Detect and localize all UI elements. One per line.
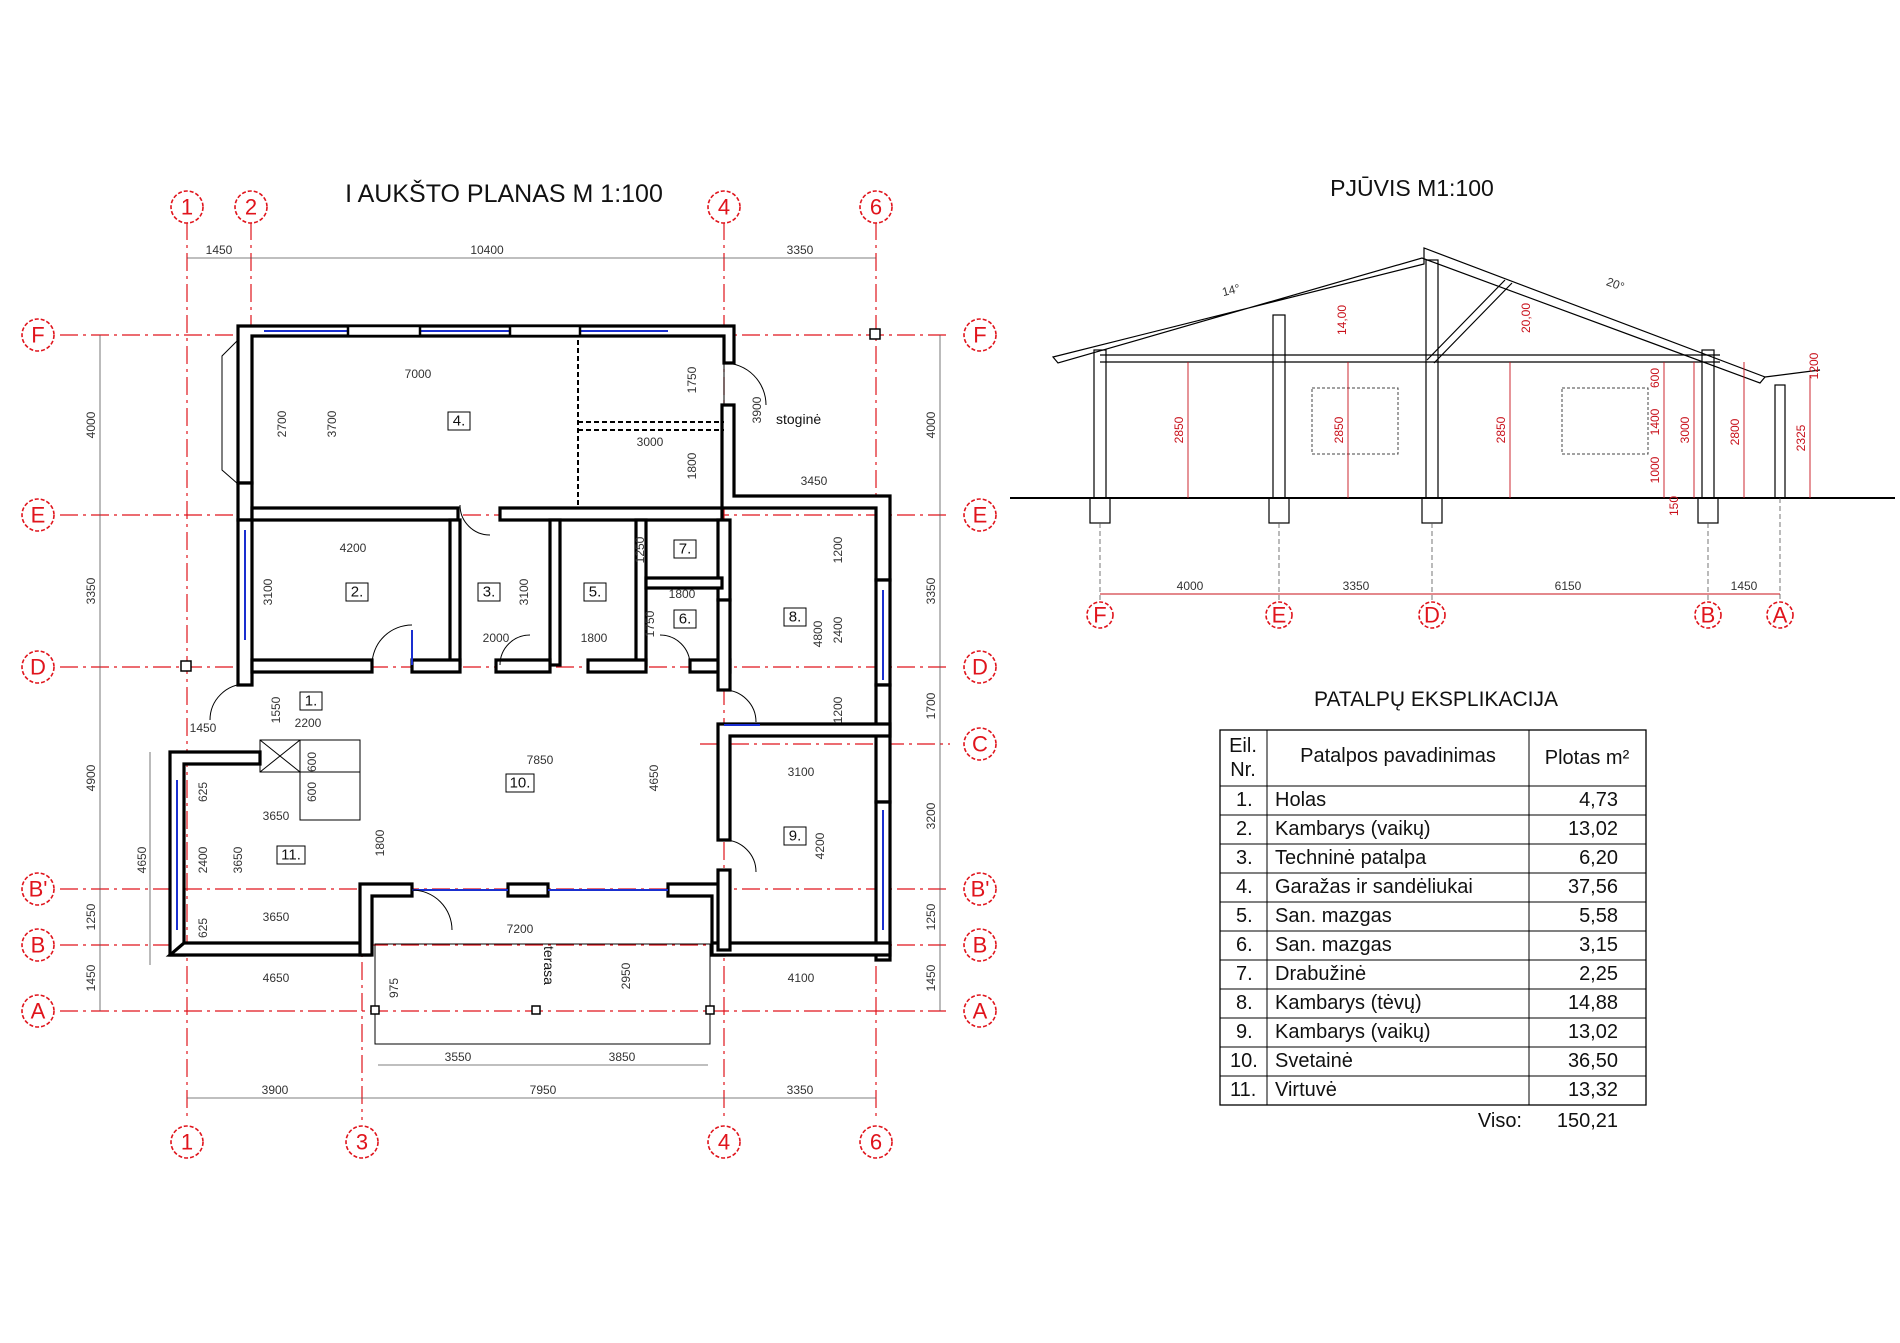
- section-height: 1000: [1648, 456, 1662, 484]
- inner-dim: 3650: [231, 846, 245, 874]
- row-no: 9.: [1236, 1021, 1253, 1043]
- row-name: Kambarys (vaikų): [1275, 818, 1431, 840]
- dim-left: 1450: [84, 964, 98, 992]
- dim-terrace: 3850: [608, 1050, 636, 1064]
- roof-slope-left: 14°: [1220, 281, 1242, 300]
- total-value: 150,21: [1556, 1110, 1618, 1132]
- axis-label: A: [30, 998, 46, 1024]
- table-row: [1236, 992, 1618, 1014]
- row-no: 1.: [1236, 789, 1253, 811]
- inner-dim: 625: [196, 917, 210, 939]
- interior-walls: [252, 508, 890, 950]
- section-dim: 4000: [1176, 579, 1204, 593]
- inner-dim: 3650: [262, 910, 290, 924]
- section-dim: 3350: [1342, 579, 1370, 593]
- room-label: 9.: [788, 827, 802, 845]
- row-no: 11.: [1230, 1079, 1257, 1101]
- row-name: Kambarys (tėvų): [1275, 992, 1422, 1014]
- inner-dim: 7200: [506, 922, 534, 936]
- header-name: Patalpos pavadinimas: [1300, 745, 1496, 767]
- row-no: 2.: [1236, 818, 1253, 840]
- axis-label: E: [1271, 602, 1287, 628]
- inner-dim: 3100: [787, 765, 815, 779]
- dim-bottom: 7950: [529, 1083, 557, 1097]
- section-title: PJŪVIS M1:100: [1330, 175, 1494, 201]
- dim-right: 1700: [924, 692, 938, 720]
- axis-label: 6: [869, 194, 883, 220]
- axis-label: C: [972, 731, 988, 757]
- room-label: 10.: [509, 774, 531, 792]
- header-area: Plotas m²: [1544, 747, 1630, 769]
- dim-left: 1250: [84, 903, 98, 931]
- row-area: 37,56: [1567, 876, 1618, 898]
- garage-details: [222, 340, 724, 505]
- row-no: 5.: [1236, 905, 1253, 927]
- row-area: 36,50: [1567, 1050, 1618, 1072]
- table-rows: [1230, 789, 1618, 1101]
- room-label: 1.: [304, 692, 318, 710]
- axis-label: 1: [180, 194, 194, 220]
- axis-label: F: [31, 322, 45, 348]
- section-dim: 6150: [1554, 579, 1582, 593]
- row-area: 14,88: [1567, 992, 1618, 1014]
- section-dimensions: [1172, 352, 1821, 516]
- dim-terrace: 3550: [444, 1050, 472, 1064]
- inner-dim: 2950: [619, 962, 633, 990]
- row-area: 4,73: [1579, 789, 1618, 811]
- table-row: [1236, 905, 1618, 927]
- axis-label: 4: [717, 194, 731, 220]
- section-height: 2800: [1728, 418, 1742, 446]
- row-name: Holas: [1275, 789, 1327, 811]
- inner-dim: 625: [196, 781, 210, 803]
- row-area: 13,02: [1567, 818, 1618, 840]
- inner-dim: 600: [305, 781, 319, 803]
- dim-left: 4900: [84, 764, 98, 792]
- dim-bottom: 3350: [786, 1083, 814, 1097]
- inner-dim: 3900: [750, 396, 764, 424]
- roof-angle-right: 20,00: [1519, 302, 1533, 334]
- plan-title: I AUKŠTO PLANAS M 1:100: [345, 180, 663, 208]
- dim-top: 3350: [786, 243, 814, 257]
- inner-dim: 7000: [404, 367, 432, 381]
- row-name: Virtuvė: [1275, 1079, 1337, 1101]
- carport-label: stoginė: [776, 411, 822, 427]
- room-label: 5.: [588, 583, 602, 601]
- inner-dim: 1200: [831, 696, 845, 724]
- table-row: [1236, 818, 1618, 840]
- axis-label: D: [1424, 602, 1440, 628]
- table-row: [1236, 876, 1618, 898]
- table-row: [1236, 934, 1618, 956]
- row-area: 5,58: [1579, 905, 1618, 927]
- row-name: San. mazgas: [1275, 905, 1392, 927]
- room-label: 4.: [452, 412, 466, 430]
- axis-label: D: [30, 654, 46, 680]
- header-no-line2: Nr.: [1230, 759, 1256, 781]
- inner-dim: 7850: [526, 753, 554, 767]
- section-dim: 1450: [1730, 579, 1758, 593]
- inner-dim: 4100: [787, 971, 815, 985]
- section-height: 1200: [1807, 352, 1821, 380]
- row-area: 2,25: [1579, 963, 1618, 985]
- inner-dim: 1750: [643, 610, 657, 638]
- axis-label: E: [30, 502, 46, 528]
- inner-dim: 1250: [633, 536, 647, 564]
- section-columns: [1094, 260, 1785, 498]
- row-name: San. mazgas: [1275, 934, 1392, 956]
- section-height: 600: [1648, 367, 1662, 389]
- row-no: 4.: [1236, 876, 1253, 898]
- inner-dim: 4650: [262, 971, 290, 985]
- row-name: Kambarys (vaikų): [1275, 1021, 1431, 1043]
- axis-label: B: [30, 932, 46, 958]
- axis-label: 1: [180, 1129, 194, 1155]
- dim-left: 4000: [84, 411, 98, 439]
- room-explication-table: [1220, 688, 1646, 1132]
- total-label: Viso:: [1477, 1110, 1522, 1132]
- inner-dim: 3100: [517, 578, 531, 606]
- terrace-label: terasa: [541, 946, 557, 985]
- inner-dim: 3700: [325, 410, 339, 438]
- row-no: 7.: [1236, 963, 1253, 985]
- roof-slope-right: 20°: [1604, 274, 1627, 294]
- inner-dim: 1450: [189, 721, 217, 735]
- axis-label: A: [1772, 602, 1788, 628]
- inner-dimensions: [190, 366, 845, 998]
- dim-bottom: 3900: [261, 1083, 289, 1097]
- dim-right: 4000: [924, 411, 938, 439]
- axis-label: F: [973, 322, 987, 348]
- axis-label: B: [1700, 602, 1716, 628]
- room-label: 2.: [350, 583, 364, 601]
- floor-plan: [22, 179, 996, 1158]
- table-title: PATALPŲ EKSPLIKACIJA: [1314, 688, 1558, 711]
- inner-dim: 4650: [647, 764, 661, 792]
- inner-dim: 3000: [636, 435, 664, 449]
- inner-dim: 1200: [831, 536, 845, 564]
- row-no: 8.: [1236, 992, 1253, 1014]
- inner-dim: 975: [387, 977, 401, 999]
- inner-dim: 4200: [339, 541, 367, 555]
- axis-label: B: [972, 932, 988, 958]
- axis-markers-right: [964, 319, 996, 1027]
- row-name: Garažas ir sandėliukai: [1275, 876, 1473, 898]
- axis-label: 4: [717, 1129, 731, 1155]
- dim-right: 3200: [924, 802, 938, 830]
- dim-right: 1250: [924, 903, 938, 931]
- inner-dim: 2700: [275, 410, 289, 438]
- row-area: 6,20: [1579, 847, 1618, 869]
- inner-dim: 2000: [482, 631, 510, 645]
- dim-top: 10400: [470, 243, 504, 257]
- section-height: 3000: [1678, 416, 1692, 444]
- section-height: 1400: [1648, 408, 1662, 436]
- table-row: [1230, 1079, 1618, 1101]
- table-row: [1236, 847, 1618, 869]
- axis-label: B': [28, 876, 48, 902]
- inner-dim: 1750: [685, 366, 699, 394]
- row-no: 10.: [1230, 1050, 1258, 1072]
- row-no: 3.: [1236, 847, 1253, 869]
- row-no: 6.: [1236, 934, 1253, 956]
- inner-dim: 1800: [580, 631, 608, 645]
- axis-label: A: [972, 998, 988, 1024]
- dim-right: 3350: [924, 577, 938, 605]
- axis-label: B': [970, 876, 990, 902]
- axis-label: F: [1093, 602, 1107, 628]
- inner-dim: 1800: [373, 829, 387, 857]
- roof-angle-left: 14,00: [1335, 304, 1349, 336]
- table-row: [1236, 1021, 1618, 1043]
- row-area: 13,02: [1567, 1021, 1618, 1043]
- inner-dim: 1800: [668, 587, 696, 601]
- section-height: 2850: [1494, 416, 1508, 444]
- table-row: [1230, 1050, 1618, 1072]
- dim-left: 3350: [84, 577, 98, 605]
- room-label: 6.: [678, 610, 692, 628]
- inner-dim: 3450: [800, 474, 828, 488]
- axis-markers-left: [22, 319, 54, 1027]
- axis-label: 6: [869, 1129, 883, 1155]
- inner-dim: 2400: [831, 616, 845, 644]
- row-name: Techninė patalpa: [1275, 847, 1427, 869]
- row-area: 3,15: [1579, 934, 1618, 956]
- room-label: 7.: [678, 540, 692, 558]
- section-axis-markers: [1087, 602, 1793, 628]
- row-name: Drabužinė: [1275, 963, 1367, 985]
- inner-dim: 3650: [262, 809, 290, 823]
- dim-top: 1450: [205, 243, 233, 257]
- section-height: 2850: [1332, 416, 1346, 444]
- section-height: 150: [1667, 495, 1681, 517]
- room-label: 11.: [281, 846, 301, 864]
- inner-dim: 1800: [685, 452, 699, 480]
- dim-right: 1450: [924, 964, 938, 992]
- row-area: 13,32: [1567, 1079, 1618, 1101]
- section-drawing: [1010, 175, 1895, 628]
- dim-left-inner: 4650: [135, 846, 149, 874]
- inner-dim: 600: [305, 751, 319, 773]
- row-name: Svetainė: [1275, 1050, 1353, 1072]
- table-row: [1236, 963, 1618, 985]
- section-height: 2850: [1172, 416, 1186, 444]
- axis-label: D: [972, 654, 988, 680]
- inner-dim: 4800: [811, 620, 825, 648]
- room-label: 3.: [482, 583, 496, 601]
- inner-dim: 3100: [261, 578, 275, 606]
- axis-label: 2: [244, 194, 258, 220]
- axis-label: 3: [355, 1129, 369, 1155]
- inner-dim: 1550: [269, 696, 283, 724]
- inner-dim: 2200: [294, 716, 322, 730]
- header-no-line1: Eil.: [1229, 735, 1257, 757]
- section-height: 2325: [1794, 424, 1808, 452]
- axis-label: E: [972, 502, 988, 528]
- inner-dim: 4200: [813, 832, 827, 860]
- axis-markers-bottom: [171, 1126, 892, 1158]
- inner-dim: 2400: [196, 846, 210, 874]
- table-row: [1236, 789, 1618, 811]
- room-label: 8.: [788, 608, 802, 626]
